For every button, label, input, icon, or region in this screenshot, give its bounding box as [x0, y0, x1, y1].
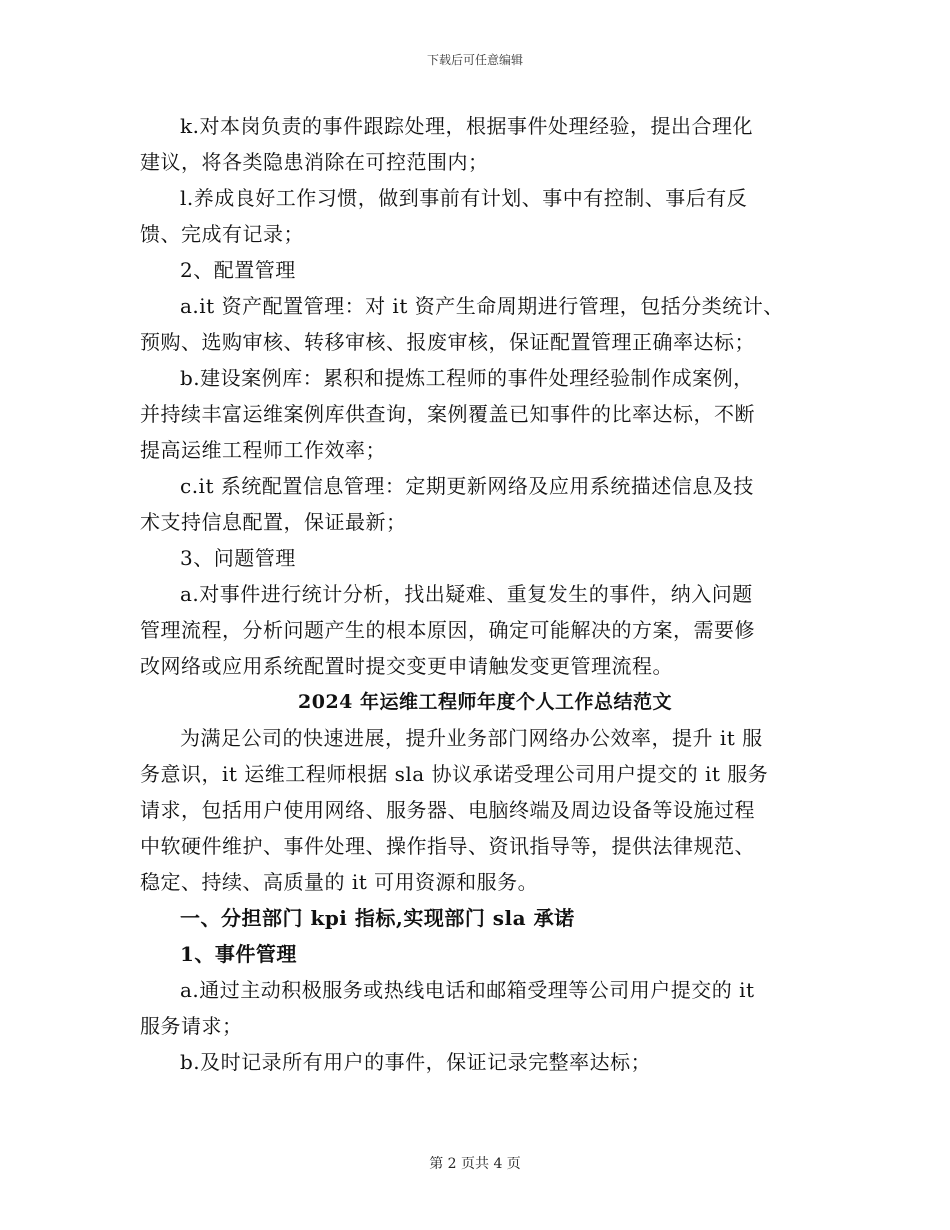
- paragraph-line: a.it 资产配置管理：对 it 资产生命周期进行管理，包括分类统计、: [180, 294, 784, 318]
- paragraph-line: 并持续丰富运维案例库供查询，案例覆盖已知事件的比率达标，不断: [140, 402, 755, 426]
- paragraph-line: a.对事件进行统计分析，找出疑难、重复发生的事件，纳入问题: [180, 582, 753, 606]
- paragraph-line: 稳定、持续、高质量的 it 可用资源和服务。: [140, 870, 539, 894]
- section-heading: 2、配置管理: [180, 258, 296, 282]
- paragraph-line: b.建设案例库：累积和提炼工程师的事件处理经验制作成案例，: [180, 366, 754, 390]
- paragraph-line: b.及时记录所有用户的事件，保证记录完整率达标；: [180, 1050, 652, 1074]
- paragraph-line: 建议，将各类隐患消除在可控范围内；: [140, 150, 489, 174]
- paragraph-line: 馈、完成有记录；: [140, 222, 304, 246]
- paragraph-line: 服务请求；: [140, 1014, 243, 1038]
- paragraph-line: k.对本岗负责的事件跟踪处理，根据事件处理经验，提出合理化: [180, 114, 753, 138]
- document-title: 2024 年运维工程师年度个人工作总结范文: [298, 691, 672, 713]
- paragraph-line: 请求，包括用户使用网络、服务器、电脑终端及周边设备等设施过程: [140, 798, 755, 822]
- paragraph-line: 术支持信息配置，保证最新；: [140, 510, 407, 534]
- subsection-heading-bold: 1、事件管理: [180, 942, 297, 966]
- page-footer: 第 2 页共 4 页: [429, 1156, 521, 1172]
- section-heading-bold: 一、分担部门 kpi 指标,实现部门 sla 承诺: [180, 906, 575, 930]
- paragraph-line: 务意识，it 运维工程师根据 sla 协议承诺受理公司用户提交的 it 服务: [140, 762, 769, 786]
- paragraph-line: 提高运维工程师工作效率；: [140, 438, 386, 462]
- paragraph-line: 中软硬件维护、事件处理、操作指导、资讯指导等，提供法律规范、: [140, 834, 755, 858]
- section-heading: 3、问题管理: [180, 546, 296, 570]
- paragraph-line: l.养成良好工作习惯，做到事前有计划、事中有控制、事后有反: [180, 186, 748, 210]
- paragraph-line: 改网络或应用系统配置时提交变更申请触发变更管理流程。: [140, 654, 673, 678]
- document-body: [140, 108, 830, 1080]
- paragraph-line: 管理流程，分析问题产生的根本原因，确定可能解决的方案，需要修: [140, 618, 755, 642]
- paragraph-line: c.it 系统配置信息管理：定期更新网络及应用系统描述信息及技: [180, 474, 754, 498]
- paragraph-line: 为满足公司的快速进展，提升业务部门网络办公效率，提升 it 服: [180, 726, 763, 750]
- paragraph-line: a.通过主动积极服务或热线电话和邮箱受理等公司用户提交的 it: [180, 978, 755, 1002]
- page-header: 下载后可任意编辑: [426, 53, 523, 67]
- paragraph-line: 预购、选购审核、转移审核、报废审核，保证配置管理正确率达标；: [140, 330, 755, 354]
